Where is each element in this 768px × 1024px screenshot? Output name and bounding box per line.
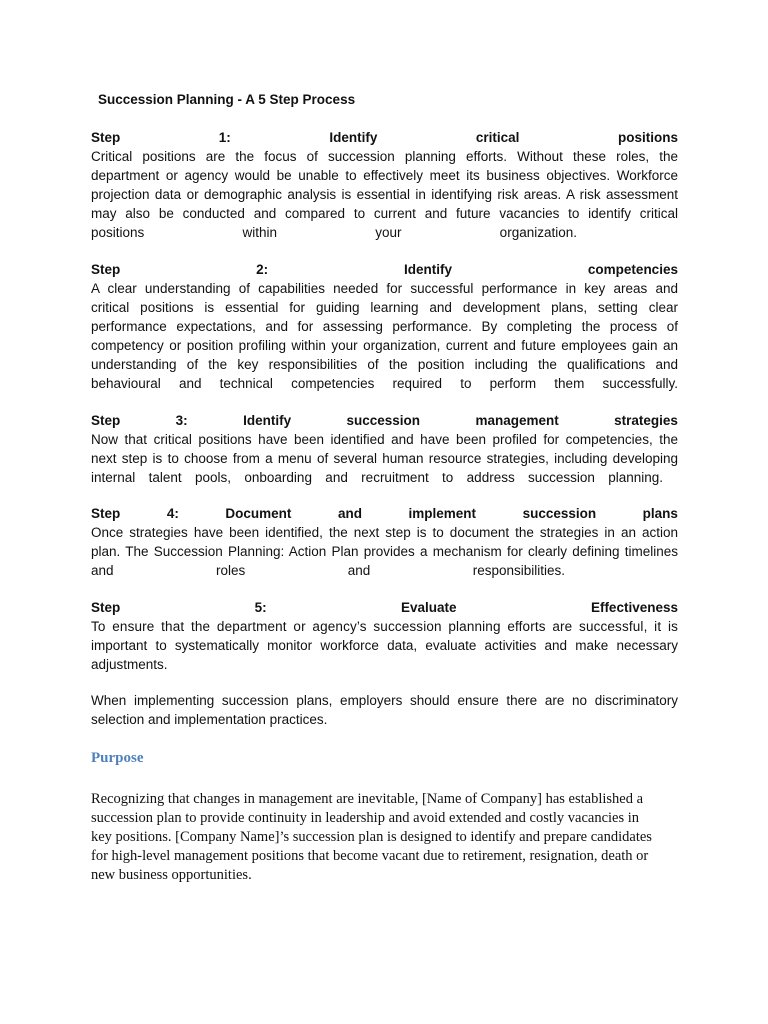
heading-word: positions (617, 130, 678, 145)
heading-word: 4: (166, 506, 179, 521)
body-line: plan. The Succession Planning: Action Plan provides a mechanism for clearly defining timelines (91, 544, 678, 559)
body-line: adjustments. (91, 657, 168, 672)
body-line: selection and implementation practices. (91, 712, 328, 727)
heading-word: plans (642, 506, 678, 521)
heading-word: succession (522, 506, 597, 521)
heading-word: and (337, 506, 362, 521)
step-4-section (91, 504, 678, 580)
heading-word: Identify (329, 130, 378, 145)
document-title: Succession Planning - A 5 Step Process (98, 92, 356, 107)
step-3-body (91, 430, 678, 487)
body-line: Recognizing that changes in management are inevitable, [Name of Company] has established a (91, 791, 644, 807)
heading-word: Step (91, 262, 121, 277)
step-1-section (91, 128, 678, 242)
body-line: next step is to choose from a menu of several human resource strategies, including developing (91, 451, 678, 466)
body-line: internal talent pools, onboarding and recruitment to address succession planning. (91, 470, 663, 485)
body-line: Critical positions are the focus of succession planning efforts. Without these roles, the (91, 149, 678, 164)
step-1-heading (91, 128, 678, 147)
body-line: Now that critical positions have been identified and have been profiled for competencies, the (91, 432, 678, 447)
body-line: When implementing succession plans, employers should ensure there are no discriminatory (91, 693, 678, 708)
heading-word: Step (91, 506, 121, 521)
heading-word: Document (225, 506, 292, 521)
body-line: for high-level management positions that become vacant due to retirement, resignation, death or (91, 848, 649, 864)
step-5-section (91, 598, 678, 674)
purpose-heading: Purpose (91, 750, 144, 766)
heading-word: strategies (614, 413, 678, 428)
heading-word: Step (91, 413, 121, 428)
body-line: department or agency would be unable to effectively meet its business objectives. Workforce (91, 168, 678, 183)
body-line: key positions. [Company Name]’s succession plan is designed to identify and prepare candidates (91, 829, 652, 845)
heading-word: succession (346, 413, 421, 428)
step-5-heading (91, 598, 678, 617)
purpose-body (91, 790, 681, 885)
heading-word: competencies (587, 262, 678, 277)
step-5-body (91, 617, 678, 674)
step-4-body (91, 523, 678, 580)
step-4-heading (91, 504, 678, 523)
step-1-body (91, 147, 678, 242)
step-3-section (91, 411, 678, 487)
step-2-heading (91, 260, 678, 279)
body-line: performance expectations, and for assessing performance. By completing the process of (91, 319, 678, 334)
body-line: critical positions is essential for guiding learning and development plans, setting clear (91, 300, 678, 315)
heading-word: Identify (404, 262, 453, 277)
body-line: new business opportunities. (91, 867, 252, 883)
body-line: and roles and responsibilities. (91, 563, 565, 578)
heading-word: 1: (218, 130, 231, 145)
heading-word: implement (408, 506, 477, 521)
heading-word: critical (475, 130, 520, 145)
step-2-body (91, 279, 678, 393)
implementation-note (91, 691, 678, 729)
heading-word: Evaluate (401, 600, 457, 615)
heading-word: Step (91, 600, 121, 615)
body-line: projection data or demographic analysis is essential in identifying risk areas. A risk assessment (91, 187, 678, 202)
heading-word: management (475, 413, 559, 428)
heading-word: 3: (175, 413, 188, 428)
heading-word: Effectiveness (590, 600, 678, 615)
body-line: important to systematically monitor workforce data, evaluate activities and make necessary (91, 638, 678, 653)
body-line: behavioural and technical competencies required to perform them successfully. (91, 376, 678, 391)
heading-word: 5: (254, 600, 267, 615)
body-line: positions within your organization. (91, 225, 577, 240)
body-line: may also be conducted and compared to current and future vacancies to identify critical (91, 206, 678, 221)
body-line: Once strategies have been identified, the next step is to document the strategies in an action (91, 525, 678, 540)
heading-word: Identify (243, 413, 292, 428)
step-3-heading (91, 411, 678, 430)
body-line: understanding of the key responsibilities of the position including the qualifications and (91, 357, 678, 372)
body-line: To ensure that the department or agency’s succession planning efforts are successful, it is (91, 619, 678, 634)
body-line: competency or position profiling within your organization, current and future employees gain an (91, 338, 678, 353)
body-line: A clear understanding of capabilities needed for successful performance in key areas and (91, 281, 678, 296)
heading-word: Step (91, 130, 121, 145)
heading-word: 2: (256, 262, 269, 277)
body-line: succession plan to provide continuity in leadership and avoid extended and costly vacancies in (91, 810, 640, 826)
step-2-section (91, 260, 678, 393)
